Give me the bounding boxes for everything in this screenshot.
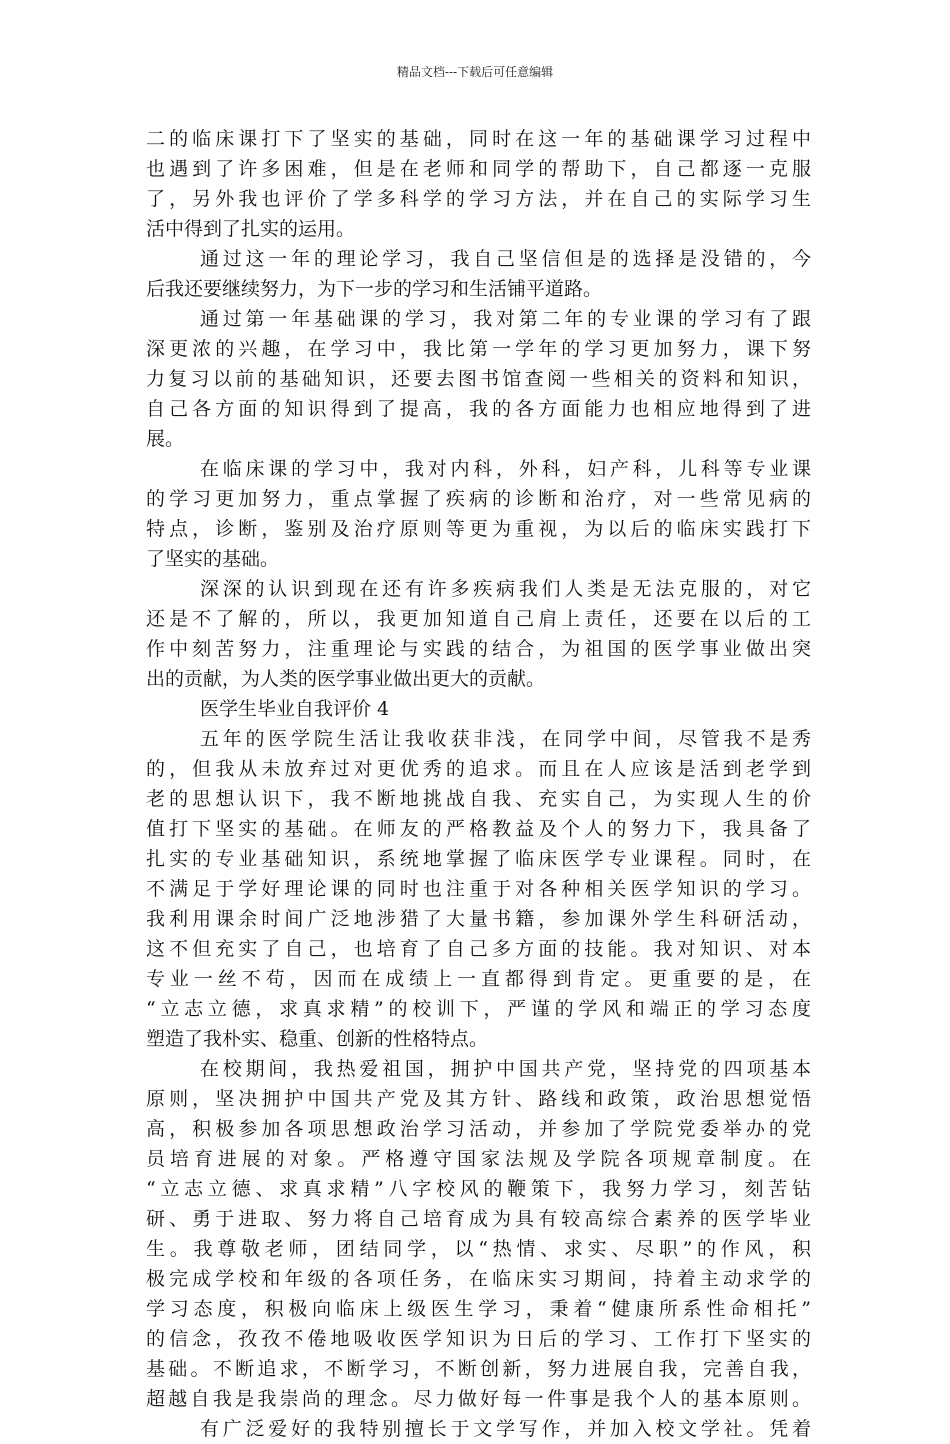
text-line: “立志立德、求真求精”八字校风的鞭策下，我努力学习，刻苦钻 xyxy=(146,1178,811,1200)
text-line: 学习态度，积极向临床上级医生学习，秉着“健康所系性命相托” xyxy=(146,1298,811,1320)
text-line: 在临床课的学习中，我对内科，外科，妇产科，儿科等专业课 xyxy=(200,458,811,480)
text-line: 自己各方面的知识得到了提高，我的各方面能力也相应地得到了进 xyxy=(146,398,811,420)
text-line: 这不但充实了自己，也培育了自己多方面的技能。我对知识、对本 xyxy=(146,938,811,960)
text-line: 原则，坚决拥护中国共产党及其方针、路线和政策，政治思想觉悟 xyxy=(146,1088,811,1110)
text-line: 极完成学校和年级的各项任务，在临床实习期间，持着主动求学的 xyxy=(146,1268,811,1290)
text-line: 了坚实的基础。 xyxy=(146,548,280,570)
text-line: 医学生毕业自我评价 4 xyxy=(200,698,390,720)
text-line: 有广泛爱好的我特别擅长于文学写作，并加入校文学社。凭着 xyxy=(200,1418,811,1440)
text-line: 员培育进展的对象。严格遵守国家法规及学院各项规章制度。在 xyxy=(146,1148,811,1170)
text-line: 也遇到了许多困难，但是在老师和同学的帮助下，自己都逐一克服 xyxy=(146,158,811,180)
text-line: 不满足于学好理论课的同时也注重于对各种相关医学知识的学习。 xyxy=(146,878,811,900)
text-line: 生。我尊敬老师，团结同学，以“热情、求实、尽职”的作风，积 xyxy=(146,1238,811,1260)
text-line: 通过第一年基础课的学习，我对第二年的专业课的学习有了跟 xyxy=(200,308,811,330)
text-line: 五年的医学院生活让我收获非浅，在同学中间，尽管我不是秀 xyxy=(200,728,811,750)
text-line: 深更浓的兴趣，在学习中，我比第一学年的学习更加努力，课下努 xyxy=(146,338,811,360)
text-line: 扎实的专业基础知识，系统地掌握了临床医学专业课程。同时，在 xyxy=(146,848,811,870)
text-line: 展。 xyxy=(146,428,185,450)
text-line: 老的思想认识下，我不断地挑战自我、充实自己，为实现人生的价 xyxy=(146,788,811,810)
document-body xyxy=(146,124,811,1444)
text-line: 后我还要继续努力，为下一步的学习和生活铺平道路。 xyxy=(146,278,603,300)
text-line: 通过这一年的理论学习，我自己坚信但是的选择是没错的，今 xyxy=(200,248,811,270)
text-line: 高，积极参加各项思想政治学习活动，并参加了学院党委举办的党 xyxy=(146,1118,811,1140)
text-line: 力复习以前的基础知识，还要去图书馆查阅一些相关的资料和知识， xyxy=(146,368,811,390)
text-line: 二的临床课打下了坚实的基础，同时在这一年的基础课学习过程中 xyxy=(146,128,811,150)
text-line: 特点，诊断，鉴别及治疗原则等更为重视，为以后的临床实践打下 xyxy=(146,518,811,540)
text-line: 活中得到了扎实的运用。 xyxy=(146,218,356,240)
text-line: 还是不了解的，所以，我更加知道自己肩上责任，还要在以后的工 xyxy=(146,608,811,630)
text-line: 作中刻苦努力，注重理论与实践的结合，为祖国的医学事业做出突 xyxy=(146,638,811,660)
text-line: 塑造了我朴实、稳重、创新的性格特点。 xyxy=(146,1028,489,1050)
text-line: 值打下坚实的基础。在师友的严格教益及个人的努力下，我具备了 xyxy=(146,818,811,840)
text-line: 的信念，孜孜不倦地吸收医学知识为日后的学习、工作打下坚实的 xyxy=(146,1328,811,1350)
text-line: “立志立德，求真求精”的校训下，严谨的学风和端正的学习态度 xyxy=(146,998,811,1020)
text-line: 专业一丝不苟，因而在成绩上一直都得到肯定。更重要的是，在 xyxy=(146,968,811,990)
text-line: 研、勇于进取、努力将自己培育成为具有较高综合素养的医学毕业 xyxy=(146,1208,811,1230)
text-line: 在校期间，我热爱祖国，拥护中国共产党，坚持党的四项基本 xyxy=(200,1058,811,1080)
text-line: 超越自我是我崇尚的理念。尽力做好每一件事是我个人的基本原则。 xyxy=(146,1388,811,1410)
text-line: 的学习更加努力，重点掌握了疾病的诊断和治疗，对一些常见病的 xyxy=(146,488,811,510)
page-header: 精品文档---下载后可任意编辑 xyxy=(396,65,554,79)
text-line: 基础。不断追求，不断学习，不断创新，努力进展自我，完善自我， xyxy=(146,1358,811,1380)
text-line: 出的贡献，为人类的医学事业做出更大的贡献。 xyxy=(146,668,546,690)
text-line: 的，但我从未放弃过对更优秀的追求。而且在人应该是活到老学到 xyxy=(146,758,811,780)
text-line: 了，另外我也评价了学多科学的学习方法，并在自己的实际学习生 xyxy=(146,188,811,210)
text-line: 深深的认识到现在还有许多疾病我们人类是无法克服的，对它 xyxy=(200,578,811,600)
text-line: 我利用课余时间广泛地涉猎了大量书籍，参加课外学生科研活动， xyxy=(146,908,811,930)
